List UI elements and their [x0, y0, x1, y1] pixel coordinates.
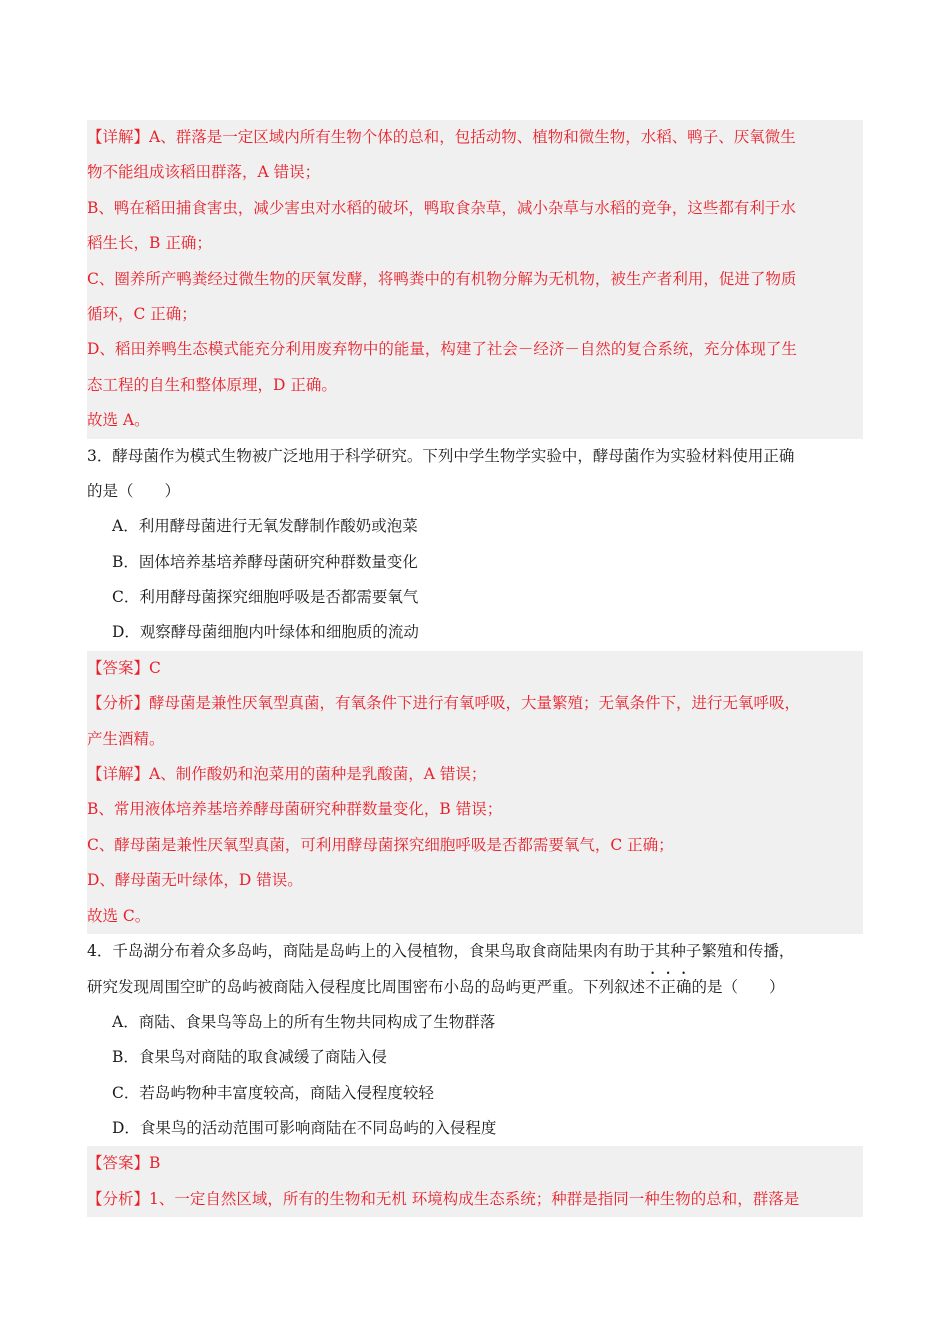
- q2-detail-line: D、稻田养鸭生态模式能充分利用废弃物中的能量，构建了社会－经济－自然的复合系统，充分体现了生: [87, 340, 797, 359]
- q2-detail-line: 态工程的自生和整体原理，D 正确。: [87, 375, 337, 394]
- q3-option-d: D．观察酵母菌细胞内叶绿体和细胞质的流动: [112, 623, 419, 642]
- q2-detail-line: 物不能组成该稻田群落，A 错误；: [87, 163, 321, 182]
- question-4: [87, 934, 863, 1146]
- q3-detail-line: B、常用液体培养基培养酵母菌研究种群数量变化，B 错误；: [87, 800, 503, 819]
- q2-detail-line: C、圈养所产鸭粪经过微生物的厌氧发酵，将鸭粪中的有机物分解为无机物，被生产者利用，促进了物质: [87, 269, 797, 288]
- q3-analysis-line: 产生酒精。: [87, 729, 165, 748]
- q4-stem-text: 的是（ ）: [691, 978, 785, 997]
- document-page: [87, 120, 863, 1217]
- q3-answer: 【答案】C: [87, 658, 161, 677]
- q4-stem: 4．千岛湖分布着众多岛屿，商陆是岛屿上的入侵植物，食果鸟取食商陆果肉有助于其种子繁殖和传播，: [87, 941, 795, 960]
- q4-option-b: B．食果鸟对商陆的取食减缓了商陆入侵: [112, 1048, 387, 1067]
- q4-option-d: D．食果鸟的活动范围可影响商陆在不同岛屿的入侵程度: [112, 1118, 497, 1137]
- q3-analysis-line: 【分析】酵母菌是兼性厌氧型真菌，有氧条件下进行有氧呼吸，大量繁殖；无氧条件下，进行无氧呼吸，: [87, 694, 801, 713]
- q4-answer: 【答案】B: [87, 1154, 161, 1173]
- q4-option-c: C．若岛屿物种丰富度较高，商陆入侵程度较轻: [112, 1083, 434, 1102]
- q3-option-a: A．利用酵母菌进行无氧发酵制作酸奶或泡菜: [112, 517, 418, 536]
- q2-detail-line: B、鸭在稻田捕食害虫，减少害虫对水稻的破坏，鸭取食杂草，减小杂草与水稻的竞争，这些都有利于水: [87, 198, 796, 217]
- q3-stem: 3．酵母菌作为模式生物被广泛地用于科学研究。下列中学生物学实验中，酵母菌作为实验材料使用正确: [87, 446, 795, 465]
- q3-conclusion: 故选 C。: [87, 906, 151, 925]
- q4-analysis-line: 【分析】1、一定自然区域，所有的生物和无机 环境构成生态系统；种群是指同一种生物的总和，群落是: [87, 1189, 800, 1208]
- q4-option-a: A．商陆、食果鸟等岛上的所有生物共同构成了生物群落: [112, 1012, 496, 1031]
- q3-option-b: B．固体培养基培养酵母菌研究种群数量变化: [112, 552, 418, 571]
- q2-detail-line: 稻生长，B 正确；: [87, 234, 212, 253]
- q2-conclusion: 故选 A。: [87, 411, 150, 430]
- q3-stem: 的是（ ）: [87, 481, 181, 500]
- q2-detail-line: 循环，C 正确；: [87, 304, 197, 323]
- q2-solution-block: [87, 120, 863, 439]
- q3-detail-line: C、酵母菌是兼性厌氧型真菌，可利用酵母菌探究细胞呼吸是否都需要氧气，C 正确；: [87, 835, 674, 854]
- q4-stem-text: 研究发现周围空旷的岛屿被商陆入侵程度比周围密布小岛的岛屿更严重。下列叙述: [87, 978, 646, 997]
- q3-detail-line: 【详解】A、制作酸奶和泡菜用的菌种是乳酸菌，A 错误；: [87, 765, 487, 784]
- q2-detail-line: 【详解】A、群落是一定区域内所有生物个体的总和，包括动物、植物和微生物，水稻、鸭子、厌氧微生: [87, 128, 796, 146]
- q3-detail-line: D、酵母菌无叶绿体，D 错误。: [87, 871, 303, 890]
- q3-solution-block: [87, 651, 863, 934]
- q4-solution-block: [87, 1146, 863, 1217]
- q4-emphasis-text: 不正确: [645, 978, 692, 997]
- q3-option-c: C．利用酵母菌探究细胞呼吸是否都需要氧气: [112, 588, 419, 607]
- question-3: [87, 439, 863, 651]
- q4-stem: [87, 969, 863, 1004]
